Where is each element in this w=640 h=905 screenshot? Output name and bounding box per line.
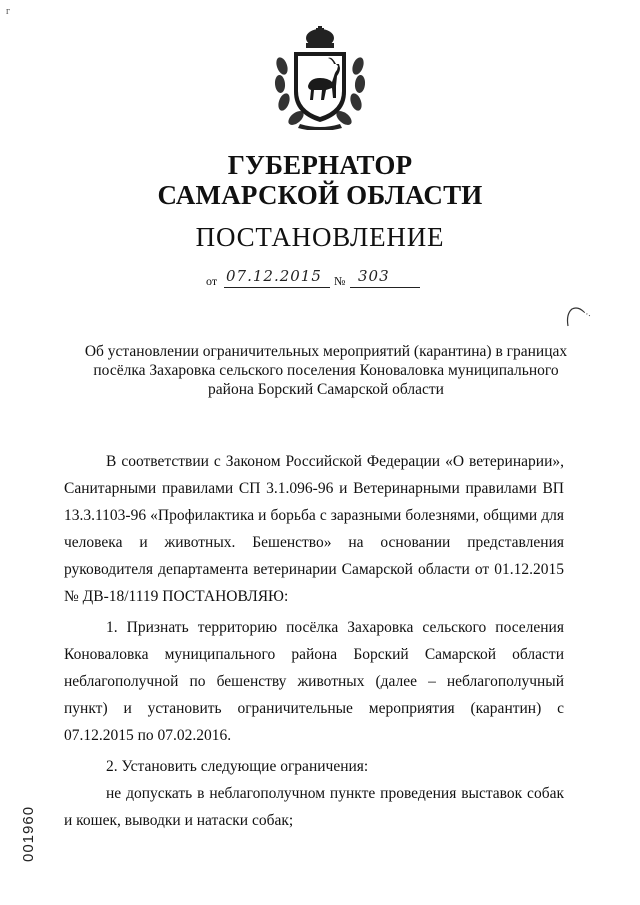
decree-subject — [66, 342, 586, 399]
document-type-title: ПОСТАНОВЛЕНИЕ — [195, 222, 445, 252]
corner-mark: г — [6, 6, 11, 17]
body-paragraph-restriction: не допускать в неблагополучном пункте проведения выставок собак и кошек, выводки и натаски собак; — [64, 785, 564, 829]
body-paragraph-item-1: 1. Признать территорию посёлка Захаровка сельского поселения Коноваловка муниципального района Борский Самарской области неблагополучной по бешенству животных (далее – неблагополучный пункт) и установить ограничительные мероприятия (карантин) с 07.12.2015 по 07.02.2016. — [64, 619, 564, 744]
number-underline — [350, 287, 420, 288]
date-prefix: от — [206, 274, 218, 288]
number-value: 303 — [358, 267, 390, 285]
governor-title-line2: САМАРСКОЙ ОБЛАСТИ — [157, 180, 483, 210]
number-prefix: № — [334, 274, 346, 288]
subject-line: района Борский Самарской области — [208, 381, 444, 398]
decree-body — [64, 448, 564, 834]
samara-coat-of-arms-icon — [270, 26, 370, 130]
subject-line: Об установлении ограничительных мероприятий (карантина) в границах — [84, 343, 568, 360]
date-underline — [224, 287, 330, 288]
page-stamp-number: 001960 — [20, 805, 37, 862]
handwritten-mark-icon — [562, 304, 592, 328]
governor-title-line1: ГУБЕРНАТОР — [227, 150, 413, 180]
date-value: 07.12.2015 — [226, 267, 322, 285]
body-paragraph-preamble: В соответствии с Законом Российской Федерации «О ветеринарии», Санитарными правилами СП 3.1.096-96 и Ветеринарными правилами ВП 13.3.1103-96 «Профилактика и борьба с заразными болезнями, общими для человека и животных. Бешенство» на основании представления руководителя департамента ветеринарии Самарской области от 01.12.2015 № ДВ-18/1119 ПОСТАНОВЛЯЮ: — [64, 453, 564, 605]
date-number-line — [198, 265, 458, 287]
subject-line: посёлка Захаровка сельского поселения Коноваловка муниципального — [93, 362, 559, 379]
body-paragraph-item-2: 2. Установить следующие ограничения: — [106, 758, 369, 775]
